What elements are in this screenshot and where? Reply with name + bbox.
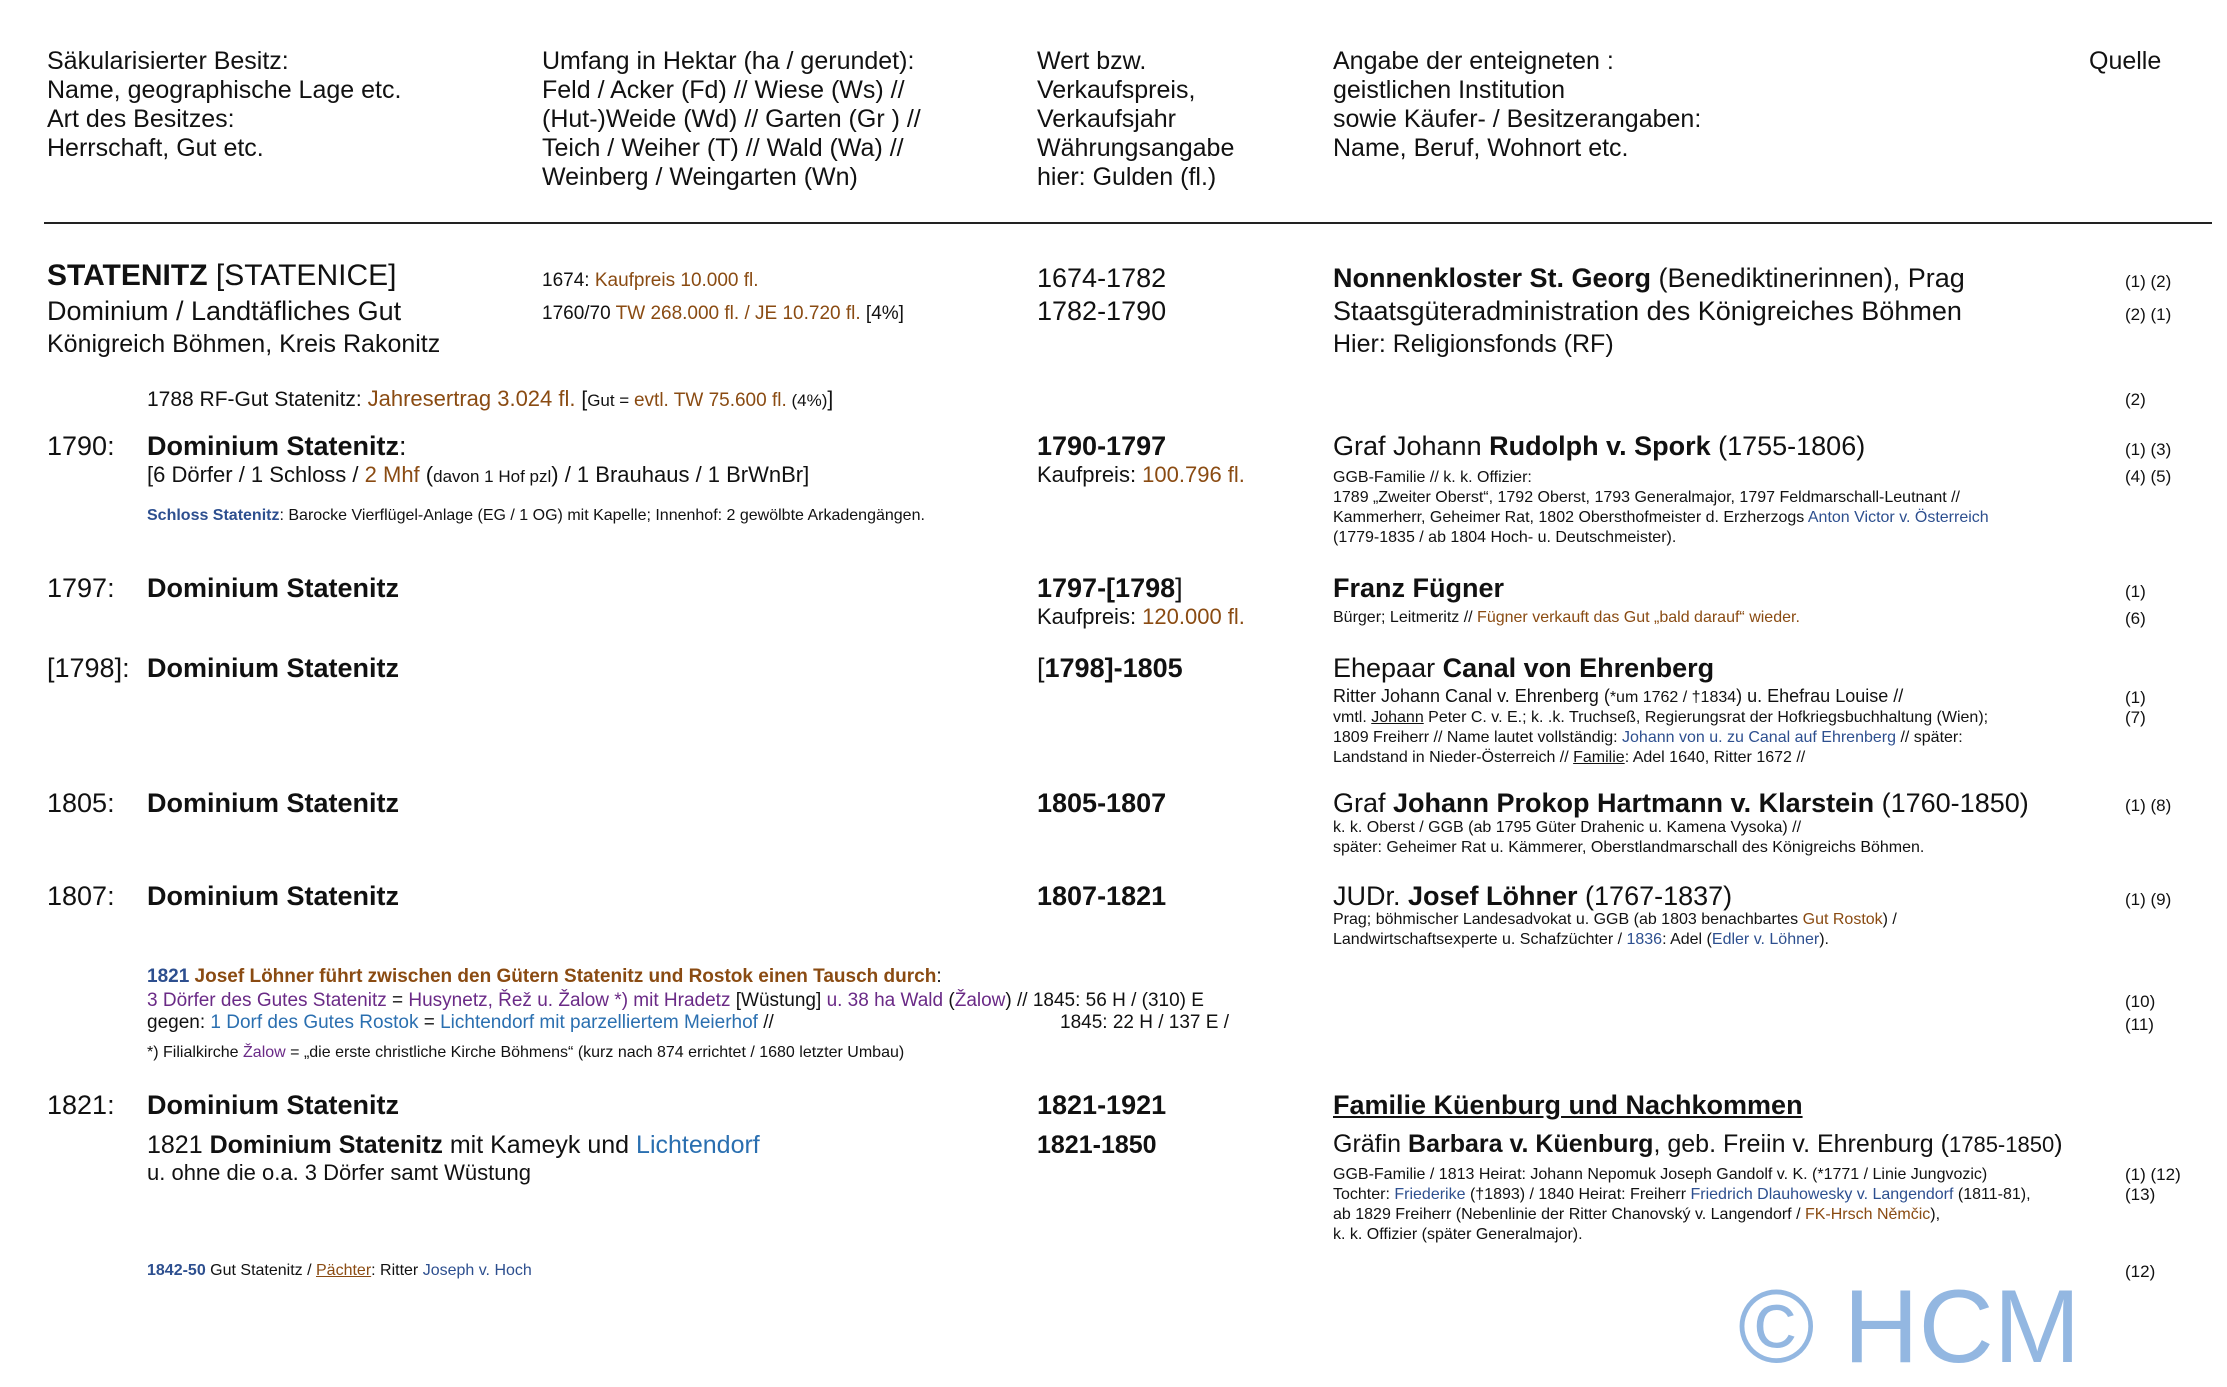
text: 3 Dörfer des Gutes Statenitz: [147, 990, 387, 1011]
price: 100.796 fl.: [1142, 462, 1245, 487]
text: Joseph v. Hoch: [422, 1262, 532, 1279]
owner-name: Johann Prokop Hartmann v. Klarstein: [1393, 788, 1875, 818]
detail-line: [1333, 686, 1988, 708]
source-ref: (2): [2125, 390, 2146, 409]
text: Žalow: [243, 1044, 286, 1061]
highlight: Gut Rostok: [1802, 911, 1883, 928]
intro-owner-1: [1333, 263, 1965, 294]
year: 1842-50: [147, 1262, 206, 1279]
entry-title: Dominium Statenitz: [147, 573, 400, 603]
header-col-angabe: [1333, 47, 1701, 163]
price: TW 268.000 fl.: [615, 303, 740, 324]
entry-year: [1798]:: [47, 653, 130, 683]
text: ]-1805: [1104, 653, 1183, 683]
text: mit Kameyk und: [442, 1131, 637, 1159]
price: Kaufpreis 10.000 fl.: [594, 270, 759, 291]
text: gegen:: [147, 1012, 211, 1033]
text: und Nachkommen: [1561, 1090, 1803, 1120]
header-line: Verkaufspreis,: [1037, 76, 1196, 104]
text: Dominium Statenitz: [209, 1131, 443, 1159]
text: FK-Hrsch Němčic: [1804, 1206, 1931, 1223]
source-ref: (1) (9): [2125, 890, 2172, 909]
text: [: [1037, 653, 1045, 683]
header-line: Wert bzw.: [1037, 47, 1147, 75]
detail-line: k. k. Oberst / GGB (ab 1795 Güter Drahenic u. Kamena Vysoka) //: [1333, 819, 1802, 836]
source-ref: (12): [2125, 1262, 2156, 1281]
source-ref: (1): [2125, 582, 2146, 601]
text: Tochter:: [1333, 1186, 1395, 1203]
entry-owner: [1333, 1130, 2063, 1159]
person-link: Johann von u. zu Canal auf Ehrenberg: [1622, 729, 1896, 746]
header-line: Art des Besitzes:: [47, 105, 235, 133]
text: (Benediktinerinnen), Prag: [1651, 263, 1965, 293]
text: : Ritter: [371, 1262, 423, 1279]
header-line: Herrschaft, Gut etc.: [47, 134, 264, 162]
entry-period: 1805-1807: [1037, 788, 1167, 818]
entry-year: 1807:: [47, 881, 115, 911]
detail-line: [1333, 728, 1988, 748]
detail-line: k. k. Offizier (später Generalmajor).: [1333, 1226, 1583, 1243]
entry-desc: [147, 462, 809, 488]
source-ref: (1) (3): [2125, 440, 2172, 459]
detail-line: [1333, 508, 1989, 528]
text: 1674:: [542, 270, 595, 291]
header-col-quelle: Quelle: [2089, 47, 2162, 75]
text: (†1893) / 1840 Heirat: Freiherr: [1465, 1186, 1691, 1203]
text: Johann: [1371, 709, 1424, 726]
price: 120.000 fl.: [1142, 604, 1245, 629]
text: Gräfin: [1333, 1130, 1409, 1158]
text: ) u. Ehefrau Louise //: [1736, 686, 1904, 706]
text: ): [2054, 1130, 2063, 1158]
text: (1811-81),: [1953, 1186, 2031, 1203]
price: JE 10.720 fl.: [755, 303, 861, 324]
entry-period: [1037, 653, 1183, 684]
text: Ehepaar: [1333, 653, 1443, 683]
intro-value-1760: [542, 303, 904, 325]
text: (1760-1850): [1874, 788, 2029, 818]
text: ) /: [1882, 911, 1897, 928]
text: Pächter: [316, 1262, 372, 1279]
text: davon 1 Hof pzl: [433, 467, 552, 486]
detail-line: 1789 „Zweiter Oberst“, 1792 Oberst, 1793 Generalmajor, 1797 Feldmarschall-Leutnant //: [1333, 489, 1960, 506]
header-line: Feld / Acker (Fd) // Wiese (Ws) //: [542, 76, 905, 104]
text: Gut Statenitz /: [205, 1262, 316, 1279]
text: 1836: [1626, 931, 1663, 948]
text: 1821: [147, 1131, 210, 1159]
highlight: 2 Mhf: [364, 462, 420, 487]
text: (4%): [786, 391, 828, 410]
entry-price: [1037, 604, 1245, 630]
exchange-line-2-stats: 1845: 22 H / 137 E /: [1060, 1012, 1230, 1033]
entry-note: [147, 507, 925, 525]
source-ref: (1) (8): [2125, 796, 2172, 815]
text: Kaufpreis:: [1037, 462, 1143, 487]
entry-title: Dominium Statenitz: [147, 788, 400, 818]
note-1788: [147, 386, 833, 412]
entry-owner: [1333, 881, 1732, 912]
header-line: Währungsangabe: [1037, 134, 1235, 162]
text: ).: [1819, 931, 1829, 948]
header-col-umfang: [542, 47, 921, 192]
source-ref: (10): [2125, 992, 2156, 1011]
intro-owner-3: Hier: Religionsfonds (RF): [1333, 330, 1614, 358]
entry-owner: [1333, 653, 1714, 684]
text: , geb. Freiin v. Ehrenburg (: [1653, 1130, 1949, 1158]
header-line: Säkularisierter Besitz:: [47, 47, 289, 75]
value: evtl. TW 75.600 fl.: [633, 390, 787, 411]
intro-period-2: 1782-1790: [1037, 296, 1167, 326]
source-ref: (7): [2125, 708, 2146, 727]
entry-year: 1790:: [47, 431, 115, 461]
text: :: [399, 431, 407, 461]
exchange-line-1: [147, 990, 1204, 1012]
text: (1767-1837): [1577, 881, 1733, 911]
text: : Adel (: [1662, 931, 1712, 948]
text: Friedrich Dlauhowesky v. Langendorf: [1690, 1186, 1954, 1203]
entry-title: Dominium Statenitz: [147, 653, 400, 683]
source-ref: (1): [2125, 688, 2146, 707]
detail-line: [1333, 1185, 2031, 1205]
text: Josef Löhner führt zwischen den Gütern Statenitz und Rostok einen Tausch durch: [189, 966, 937, 987]
text: =: [418, 1012, 441, 1033]
text: 1 Dorf des Gutes Rostok: [210, 1012, 419, 1033]
source-ref: (4) (5): [2125, 467, 2172, 486]
text: ) // 1845: 56 H / (310) E: [1005, 990, 1204, 1011]
entry-year: 1821:: [47, 1090, 115, 1120]
text: :: [936, 966, 942, 987]
text: *um 1762 / †1834: [1609, 689, 1737, 706]
text: (: [419, 462, 434, 487]
entry-details: [1333, 468, 1989, 548]
entry-period: 1821-1921: [1037, 1090, 1167, 1120]
text: Edler v. Löhner: [1711, 931, 1820, 948]
text: : Adel 1640, Ritter 1672 //: [1624, 749, 1806, 766]
header-line: Angabe der enteigneten :: [1333, 47, 1614, 75]
detail-line: [1333, 748, 1988, 768]
entry-owner: [1333, 431, 1865, 462]
entry-owner: [1333, 788, 2029, 819]
text: : Barocke Vierflügel-Anlage (EG / 1 OG) mit Kapelle; Innenhof: 2 gewölbte Arkadengängen.: [279, 507, 925, 524]
owner-name: Nonnenkloster St. Georg: [1333, 263, 1652, 293]
header-line: hier: Gulden (fl.): [1037, 163, 1217, 191]
header-line: (Hut-)Weide (Wd) // Garten (Gr ) //: [542, 105, 921, 133]
header-line: Verkaufsjahr: [1037, 105, 1176, 133]
text: /: [739, 303, 756, 324]
owner-name: Rudolph v. Spork: [1489, 431, 1711, 461]
text: Peter C. v. E.; k. .k. Truchseß, Regierungsrat der Hofkriegsbuchhaltung (Wien);: [1423, 709, 1989, 726]
text: 1785-1850: [1948, 1132, 2055, 1157]
owner-name: Barbara v. Küenburg: [1408, 1130, 1654, 1158]
text: Familie: [1573, 749, 1625, 766]
text: Kaufpreis:: [1037, 604, 1143, 629]
intro-owner-2: Staatsgüteradministration des Königreiches Böhmen: [1333, 296, 1962, 326]
estate-title-bold: STATENITZ: [47, 259, 208, 292]
owner-name: Josef Löhner: [1408, 881, 1578, 911]
detail-line: [1333, 910, 1897, 930]
text: ),: [1930, 1206, 1941, 1223]
entry-title: [147, 431, 407, 462]
text: =: [386, 990, 409, 1011]
header-col-besitz: [47, 47, 401, 163]
text: Bürger; Leitmeritz //: [1333, 609, 1478, 626]
text: 1797-[: [1037, 573, 1116, 603]
header-line: Weinberg / Weingarten (Wn): [542, 163, 858, 191]
exchange-line-2: [147, 1012, 774, 1034]
text: 1798: [1044, 653, 1105, 683]
detail-line: (1779-1835 / ab 1804 Hoch- u. Deutschmeister).: [1333, 529, 1677, 546]
estate-location: Königreich Böhmen, Kreis Rakonitz: [47, 330, 441, 358]
text: Prag; böhmischer Landesadvokat u. GGB (ab 1803 benachbartes: [1333, 911, 1803, 928]
source-ref: (1) (2): [2125, 272, 2172, 291]
owner-name: Canal von Ehrenberg: [1442, 653, 1715, 683]
text: // später:: [1896, 729, 1963, 746]
copyright-watermark: © HCM: [1738, 1269, 2081, 1385]
header-line: sowie Käufer- / Besitzerangaben:: [1333, 105, 1702, 133]
text: *) Filialkirche: [147, 1044, 244, 1061]
detail-line: [1333, 1205, 2031, 1225]
detail-line: [1333, 930, 1897, 950]
text: ) / 1 Brauhaus / 1 BrWnBr]: [551, 462, 810, 487]
intro-period-1: 1674-1782: [1037, 263, 1167, 293]
text: (: [943, 990, 955, 1011]
detail-line: später: Geheimer Rat u. Kämmerer, Oberstlandmarschall des Königreichs Böhmen.: [1333, 839, 1925, 856]
header-col-wert: [1037, 47, 1234, 192]
entry-details: [1333, 818, 1924, 858]
entry-period: [1037, 573, 1183, 604]
entry-year: 1797:: [47, 573, 115, 603]
text: Graf: [1333, 788, 1394, 818]
estate-title-alt: [STATENICE]: [207, 259, 397, 292]
text: JUDr.: [1333, 881, 1409, 911]
text: 1798: [1115, 573, 1176, 603]
text: Friederike: [1394, 1186, 1466, 1203]
entry-period: 1807-1821: [1037, 881, 1167, 911]
text: [4%]: [860, 303, 904, 324]
header-line: Name, Beruf, Wohnort etc.: [1333, 134, 1629, 162]
header-line: Umfang in Hektar (ha / gerundet):: [542, 47, 915, 75]
text: ab 1829 Freiherr (Nebenlinie der Ritter Chanovský v. Langendorf /: [1333, 1206, 1805, 1223]
estate-type: Dominium / Landtäfliches Gut: [47, 296, 402, 326]
entry-title: Dominium Statenitz: [147, 881, 400, 911]
header-line: Name, geographische Lage etc.: [47, 76, 402, 104]
text: 1760/70: [542, 303, 616, 324]
entry-owner: Franz Fügner: [1333, 573, 1505, 603]
text: Žalow: [954, 990, 1006, 1011]
text: Husynetz, Řež u. Žalow: [408, 990, 610, 1011]
text: ]: [827, 388, 834, 411]
estate-title: [47, 259, 396, 293]
entry-period-2: 1821-1850: [1037, 1131, 1157, 1159]
text: [6 Dörfer / 1 Schloss /: [147, 462, 365, 487]
highlight: Schloss Statenitz: [147, 507, 280, 524]
person-link: Anton Victor v. Österreich: [1807, 509, 1989, 526]
entry-details: [1333, 686, 1988, 768]
entry-subtitle: [147, 1131, 760, 1160]
highlight: Fügner verkauft das Gut „bald darauf“ wieder.: [1477, 609, 1800, 626]
source-ref: (11): [2125, 1015, 2154, 1034]
source-ref: (1) (12): [2125, 1165, 2181, 1184]
source-ref: (2) (1): [2125, 305, 2172, 324]
entry-details: [1333, 910, 1897, 950]
header-line: geistlichen Institution: [1333, 76, 1566, 104]
header-line: Teich / Weiher (T) // Wald (Wa) //: [542, 134, 904, 162]
text: Ritter Johann Canal v. Ehrenberg (: [1333, 686, 1610, 706]
text: (1755-1806): [1710, 431, 1866, 461]
income: Jahresertrag 3.024 fl.: [367, 386, 576, 411]
text: Graf Johann: [1333, 431, 1490, 461]
intro-value-1674: [542, 270, 759, 292]
text: = „die erste christliche Kirche Böhmens“ (kurz nach 874 errichtet / 1680 letzter Umbau): [285, 1044, 905, 1061]
detail-line: [1333, 708, 1988, 728]
entry-details: [1333, 1165, 2031, 1245]
header-divider: [44, 222, 2212, 224]
text: Landstand in Nieder-Österreich //: [1333, 749, 1574, 766]
text: u. 38 ha Wald: [826, 990, 944, 1011]
entry-title: Dominium Statenitz: [147, 1090, 400, 1120]
year: 1821: [147, 966, 190, 987]
text: Lichtendorf: [636, 1131, 760, 1159]
text: 1788 RF-Gut Statenitz:: [147, 388, 368, 411]
text: Gut =: [587, 391, 634, 410]
title-text: Dominium Statenitz: [147, 431, 400, 461]
family-heading: [1333, 1090, 1803, 1121]
entry-year: 1805:: [47, 788, 115, 818]
text: //: [757, 1012, 774, 1033]
text: ]: [1175, 573, 1183, 603]
exchange-heading: [147, 966, 942, 988]
source-ref: (13): [2125, 1185, 2156, 1204]
text: Familie Küenburg: [1333, 1090, 1562, 1120]
entry-period: 1790-1797: [1037, 431, 1167, 461]
source-ref: (6): [2125, 609, 2146, 628]
entry-details: [1333, 609, 1800, 627]
entry-subtitle-2: u. ohne die o.a. 3 Dörfer samt Wüstung: [147, 1160, 531, 1185]
detail-line: GGB-Familie / 1813 Heirat: Johann Nepomuk Joseph Gandolf v. K. (*1771 / Linie Jungvozic): [1333, 1166, 1988, 1183]
detail-line: GGB-Familie // k. k. Offizier:: [1333, 469, 1532, 486]
text: [: [575, 388, 588, 411]
note-1842: [147, 1262, 532, 1280]
text: Kammerherr, Geheimer Rat, 1802 Obersthofmeister d. Erzherzogs: [1333, 509, 1808, 526]
text: 1809 Freiherr // Name lautet vollständig:: [1333, 729, 1623, 746]
exchange-footnote: [147, 1044, 904, 1062]
text: vmtl.: [1333, 709, 1372, 726]
text: Landwirtschaftsexperte u. Schafzüchter /: [1333, 931, 1627, 948]
text: *) mit Hradetz: [609, 990, 731, 1011]
text: [Wüstung]: [730, 990, 827, 1011]
entry-price: [1037, 462, 1245, 488]
text: Lichtendorf mit parzelliertem Meierhof: [440, 1012, 758, 1033]
